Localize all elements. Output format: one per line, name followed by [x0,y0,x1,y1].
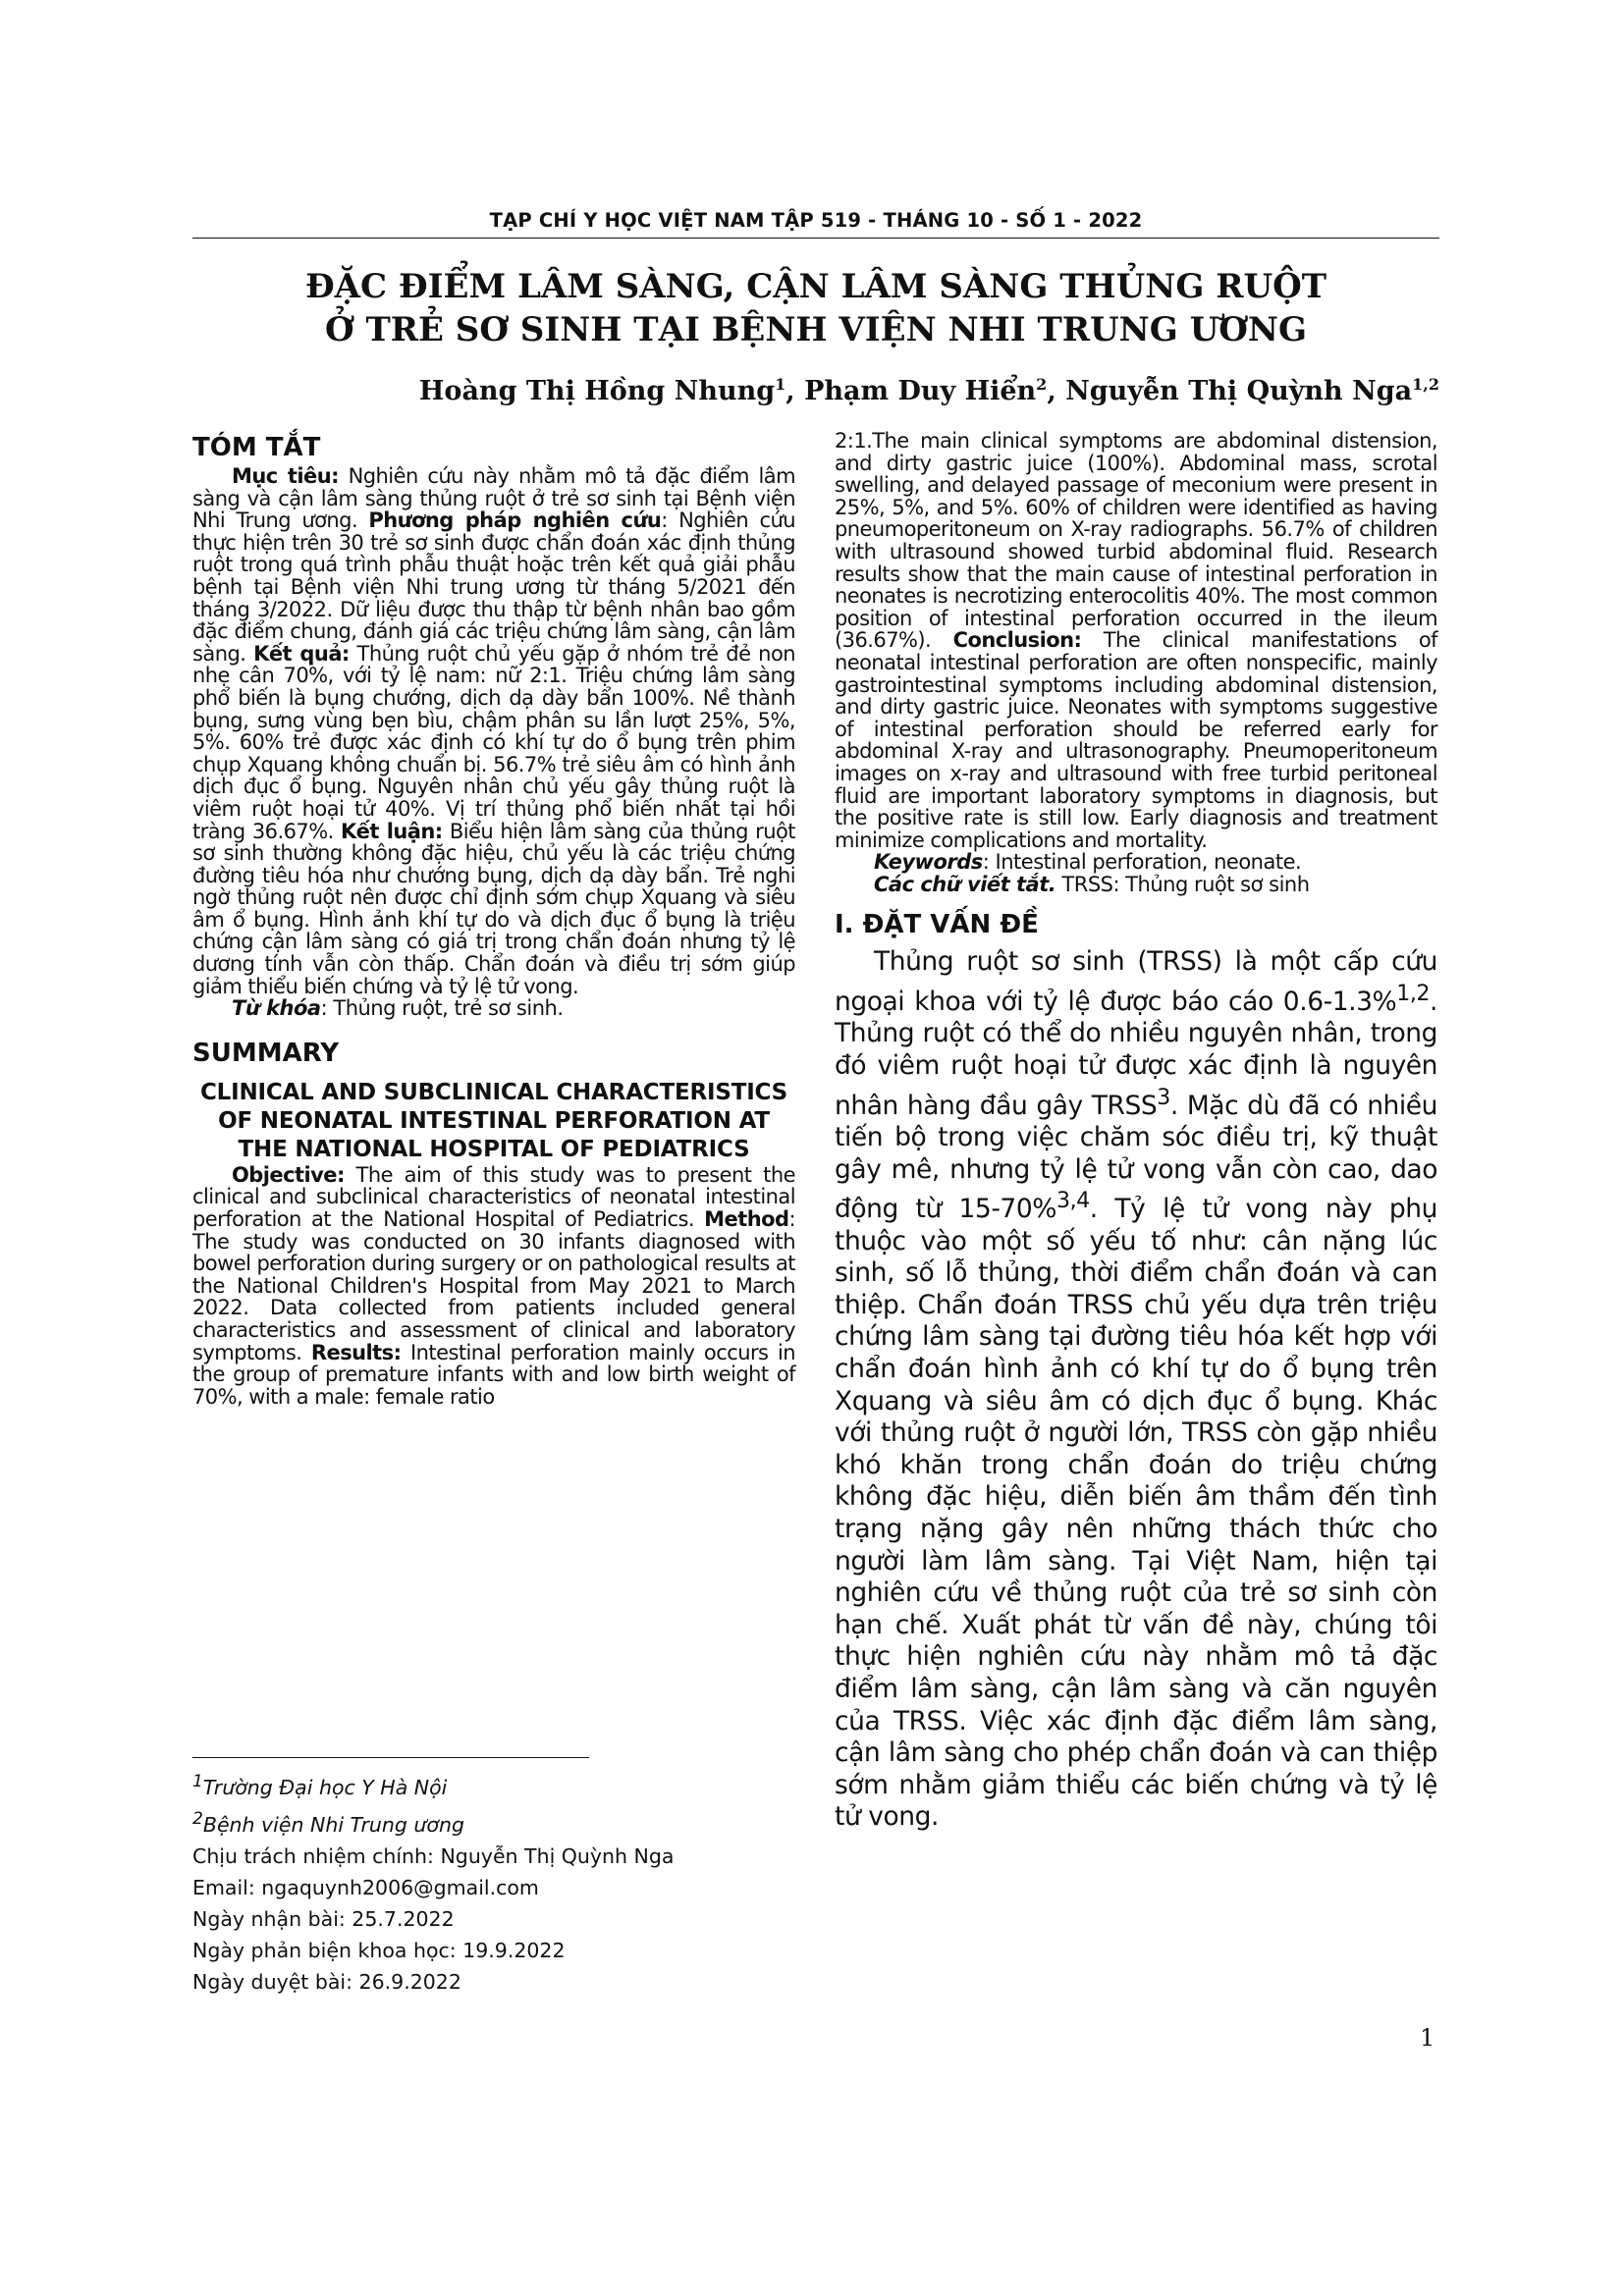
affiliation-2-text: Bệnh viện Nhi Trung ương [202,1812,464,1837]
authors: Hoàng Thị Hồng Nhung$^1$, Phạm Duy Hiển$^2$, Nguyễn Thị Quỳnh Nga$^{1,2}$ [418,375,1439,406]
page-number: 1 [1420,2024,1435,2052]
keywords-en [835,851,1437,874]
section-1-heading: I. ĐẶT VẤN ĐỀ [835,910,1039,940]
abbreviations-text: TRSS: Thủng ruột sơ sinh [1056,872,1310,896]
affiliation-1-sup: 1 [192,1772,203,1791]
date-reviewed: Ngày phản biện khoa học: 19.9.2022 [192,1938,566,1962]
author-2-affiliation: 2 [1036,375,1048,394]
results-text-en-right: 2:1.The main clinical symptoms are abdominal distension, and dirty gastric juice (100%). Abdominal mass, scrotal swelling, and delayed passage of meconium were present in 25%, 5%, and 5%. 60% of children were identified as having pneumoperitoneum on X-ray radiographs. 56.7% of children with ultrasound showed turbid abdominal fluid. Research results show that the main cause of intestinal perforation in neonates is necrotizing enterocolitis 40%. The most common position of intestinal perforation occurred in the ileum (36.67%). [835,429,1437,653]
conclusion-text-en: The clinical manifestations of neonatal intestinal perforation are often nonspecific, mainly gastrointestinal symptoms including abdominal distension, and dirty gastric juice. Neonates with symptoms suggestive of intestinal perforation should be referred early for abdominal X-ray and ultrasonography. Pneumoperitoneum images on x-ray and ultrasound with free turbid peritoneal fluid are important laboratory symptoms in diagnosis, but the positive rate is still low. Early diagnosis and treatment minimize complications and mortality. [835,628,1437,852]
date-approved: Ngày duyệt bài: 26.9.2022 [192,1969,461,1994]
english-abstract-left [192,1164,795,1409]
english-title: CLINICAL AND SUBCLINICAL CHARACTERISTICS OF NEONATAL INTESTINAL PERFORATION AT THE NATIONAL HOSPITAL OF PEDIATRICS [199,1079,788,1162]
section-1-paragraph [835,946,1437,1834]
s1-text-c: . Mặc dù đã có nhiều tiến bộ trong việc chăm sóc điều trị, kỹ thuật gây mê, nhưng tỷ lệ tử vong vẫn còn cao, dao động từ 15-70% [835,1090,1437,1225]
affiliation-2 [192,1803,801,1841]
affiliation-1 [192,1766,801,1803]
footnote-rule [192,1757,589,1758]
author-1-affiliation: 1 [775,375,786,394]
responsible-author: Chịu trách nhiệm chính: Nguyễn Thị Quỳnh Nga [192,1843,675,1868]
title-line-2: Ở TRẺ SƠ SINH TẠI BỆNH VIỆN NHI TRUNG ƯƠNG [325,310,1307,349]
citation-3-4: 3,4 [1056,1189,1090,1214]
keywords-vi [192,997,795,1020]
keywords-text-vi: : Thủng ruột, trẻ sơ sinh. [320,996,564,1021]
date-received: Ngày nhận bài: 25.7.2022 [192,1906,455,1931]
keywords-label-en: Keywords [874,850,983,875]
author-2: Phạm Duy Hiển [804,376,1037,406]
journal-header: TẠP CHÍ Y HỌC VIỆT NAM TẬP 519 - THÁNG 10 - SỐ 1 - 2022 [192,209,1439,239]
method-label-vi: Phương pháp nghiên cứu [368,508,662,533]
method-label-en: Method [704,1207,789,1232]
s1-text-d: . Tỷ lệ tử vong này phụ thuộc vào một số yếu tố như: cân nặng lúc sinh, số lỗ thủng, thời điểm chẩn đoán và can thiệp. Chẩn đoán TRSS chủ yếu dựa trên triệu chứng lâm sàng tại đường tiêu hóa kết hợp với chẩn đoán hình ảnh có khí tự do ổ bụng trên Xquang và siêu âm có dịch đục ổ bụng. Khác với thủng ruột ở người lớn, TRSS còn gặp nhiều khó khăn trong chẩn đoán do triệu chứng không đặc hiệu, diễn biến âm thầm đến tình trạng nặng gây nên những thách thức cho người làm lâm sàng. Tại Việt Nam, hiện tại nghiên cứu về thủng ruột của trẻ sơ sinh còn hạn chế. Xuất phát từ vấn đề này, chúng tôi thực hiện nghiên cứu này nhằm mô tả đặc điểm lâm sàng, cận lâm sàng và căn nguyên của TRSS. Việc xác định đặc điểm lâm sàng, cận lâm sàng cho phép chẩn đoán và can thiệp sớm nhằm giảm thiểu các biến chứng và tỷ lệ tử vong. [835,1194,1437,1833]
abbreviations [835,874,1437,896]
objective-text-en: The aim of this study was to present the clinical and subclinical characteristics of neonatal intestinal perforation at the National Hospital of Pediatrics. [192,1162,795,1232]
email: Email: ngaquynh2006@gmail.com [192,1875,539,1899]
results-label-vi: Kết quả: [253,641,350,666]
citation-1-2: 1,2 [1396,982,1431,1007]
keywords-label-vi: Từ khóa [232,996,321,1021]
results-text-en-left: Intestinal perforation mainly occurs in the group of premature infants with and low birth weight of 70%, with a male: female ratio [192,1340,795,1409]
affiliation-1-text: Trường Đại học Y Hà Nội [202,1775,448,1799]
left-column [192,430,795,1408]
title-line-1: ĐẶC ĐIỂM LÂM SÀNG, CẬN LÂM SÀNG THỦNG RUỘT [304,267,1327,306]
right-column [835,430,1437,1834]
s1-text-a: Thủng ruột sơ sinh (TRSS) là một cấp cứu ngoại khoa với tỷ lệ được báo cáo 0.6-1.3% [835,946,1437,1017]
method-text-en: : The study was conducted on 30 infants diagnosed with bowel perforation during surgery or on pathological results at the National Children's Hospital from May 2021 to March 2022. Data collected from patients included general characteristics and assessment of clinical and laboratory symptoms. [192,1207,795,1364]
citation-3: 3 [1157,1085,1170,1110]
objective-label-vi: Mục tiêu: [232,464,339,488]
conclusion-label-vi: Kết luận: [340,819,443,843]
author-1: Hoàng Thị Hồng Nhung [418,376,776,406]
author-3: Nguyễn Thị Quỳnh Nga [1065,376,1413,406]
vietnamese-abstract [192,465,795,997]
affiliation-2-sup: 2 [192,1808,203,1829]
abbreviations-label: Các chữ viết tắt. [874,872,1056,896]
conclusion-text-vi: Biểu hiện lâm sàng của thủng ruột sơ sinh thường không đặc hiệu, chủ yếu là các triệu chứng đường tiêu hóa như chướng bụng, dịch dạ dày bẩn. Trẻ nghi ngờ thủng ruột nên được chỉ định sớm chụp Xquang và siêu âm ổ bụng. Hình ảnh khí tự do và dịch đục ổ bụng là triệu chứng cận lâm sàng có giá trị trong chẩn đoán nhưng tỷ lệ dương tính vẫn còn thấp. Chẩn đoán và điều trị sớm giúp giảm thiểu biến chứng và tỷ lệ tử vong. [192,819,795,998]
objective-label-en: Objective: [232,1162,345,1187]
tom-tat-heading: TÓM TẮT [192,433,321,462]
results-text-vi: Thủng ruột chủ yếu gặp ở nhóm trẻ đẻ non nhẹ cân 70%, với tỷ lệ nam: nữ 2:1. Triệu chứng lâm sàng phổ biến là bụng chướng, dịch dạ dày bẩn 100%. Nề thành bụng, sưng vùng bẹn bìu, chậm phân su lần lượt 25%, 5%, 5%. 60% trẻ được xác định có khí tự do ổ bụng trên phim chụp Xquang không chuẩn bị. 56.7% trẻ siêu âm có hình ảnh dịch đục ổ bụng. Nguyên nhân chủ yếu gây thủng ruột là viêm ruột hoại tử 40%. Vị trí thủng phổ biến nhất tại hồi tràng 36.67%. [192,641,796,843]
author-3-affiliation: 1,2 [1412,375,1439,394]
results-label-en: Results: [310,1340,402,1364]
article-title [192,265,1439,351]
objective-text-vi: Nghiên cứu này nhằm mô tả đặc điểm lâm sàng và cận lâm sàng thủng ruột ở trẻ sơ sinh tại Bệnh viện Nhi Trung ương. [192,464,795,533]
summary-heading: SUMMARY [192,1038,340,1068]
keywords-text-en: : Intestinal perforation, neonate. [982,850,1302,875]
footnotes [192,1757,801,1998]
english-abstract-right [835,430,1437,851]
conclusion-label-en: Conclusion: [952,628,1082,653]
method-text-vi: : Nghiên cứu thực hiện trên 30 trẻ sơ sinh được chẩn đoán xác định thủng ruột trong quá trình phẫu thuật hoặc trên kết quả giải phẫu bệnh tại Bệnh viện Nhi trung ương từ tháng 5/2021 đến tháng 3/2022. Dữ liệu được thu thập từ bệnh nhân bao gồm đặc điểm chung, đánh giá các triệu chứng lâm sàng, cận lâm sàng. [192,508,795,666]
s1-text-b: . Thủng ruột có thể do nhiều nguyên nhân, trong đó viêm ruột hoại tử được xác định là nguyên nhân hàng đầu gây TRSS [835,986,1437,1121]
